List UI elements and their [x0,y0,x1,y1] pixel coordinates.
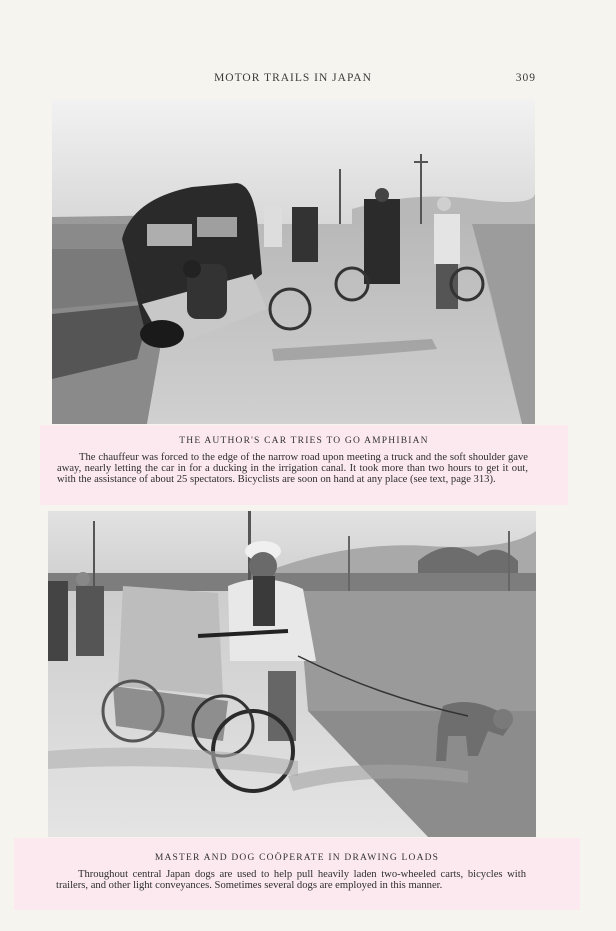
photo-car-in-ditch [52,99,535,424]
caption-text-figure2: Throughout central Japan dogs are used to help pull heavily laden two-wheeled carts, bicycles with trailers, and other light conveyances. Sometimes several dogs are employed in this manner. [56,869,526,892]
caption-title-figure2: MASTER AND DOG COÖPERATE IN DRAWING LOADS [154,853,440,863]
photo-car-in-ditch-image [52,99,535,424]
page-number: 309 [515,72,536,84]
caption-text-figure1: The chauffeur was forced to the edge of the narrow road upon meeting a truck and the soft shoulder gave away, nearly letting the car in for a ducking in the irrigation canal. It took more than two hours to get it out, with the assistance of about 25 spectators. Bicyclists are soon on hand at any place (see text, page 313). [57,452,528,486]
running-head [0,72,616,88]
photo-master-and-dog-image [48,511,536,837]
running-head-title: MOTOR TRAILS IN JAPAN [214,72,372,84]
caption-figure2 [14,838,580,910]
photo-master-and-dog [48,511,536,837]
caption-title-figure1: THE AUTHOR'S CAR TRIES TO GO AMPHIBIAN [179,436,429,446]
caption-figure1 [40,425,568,505]
